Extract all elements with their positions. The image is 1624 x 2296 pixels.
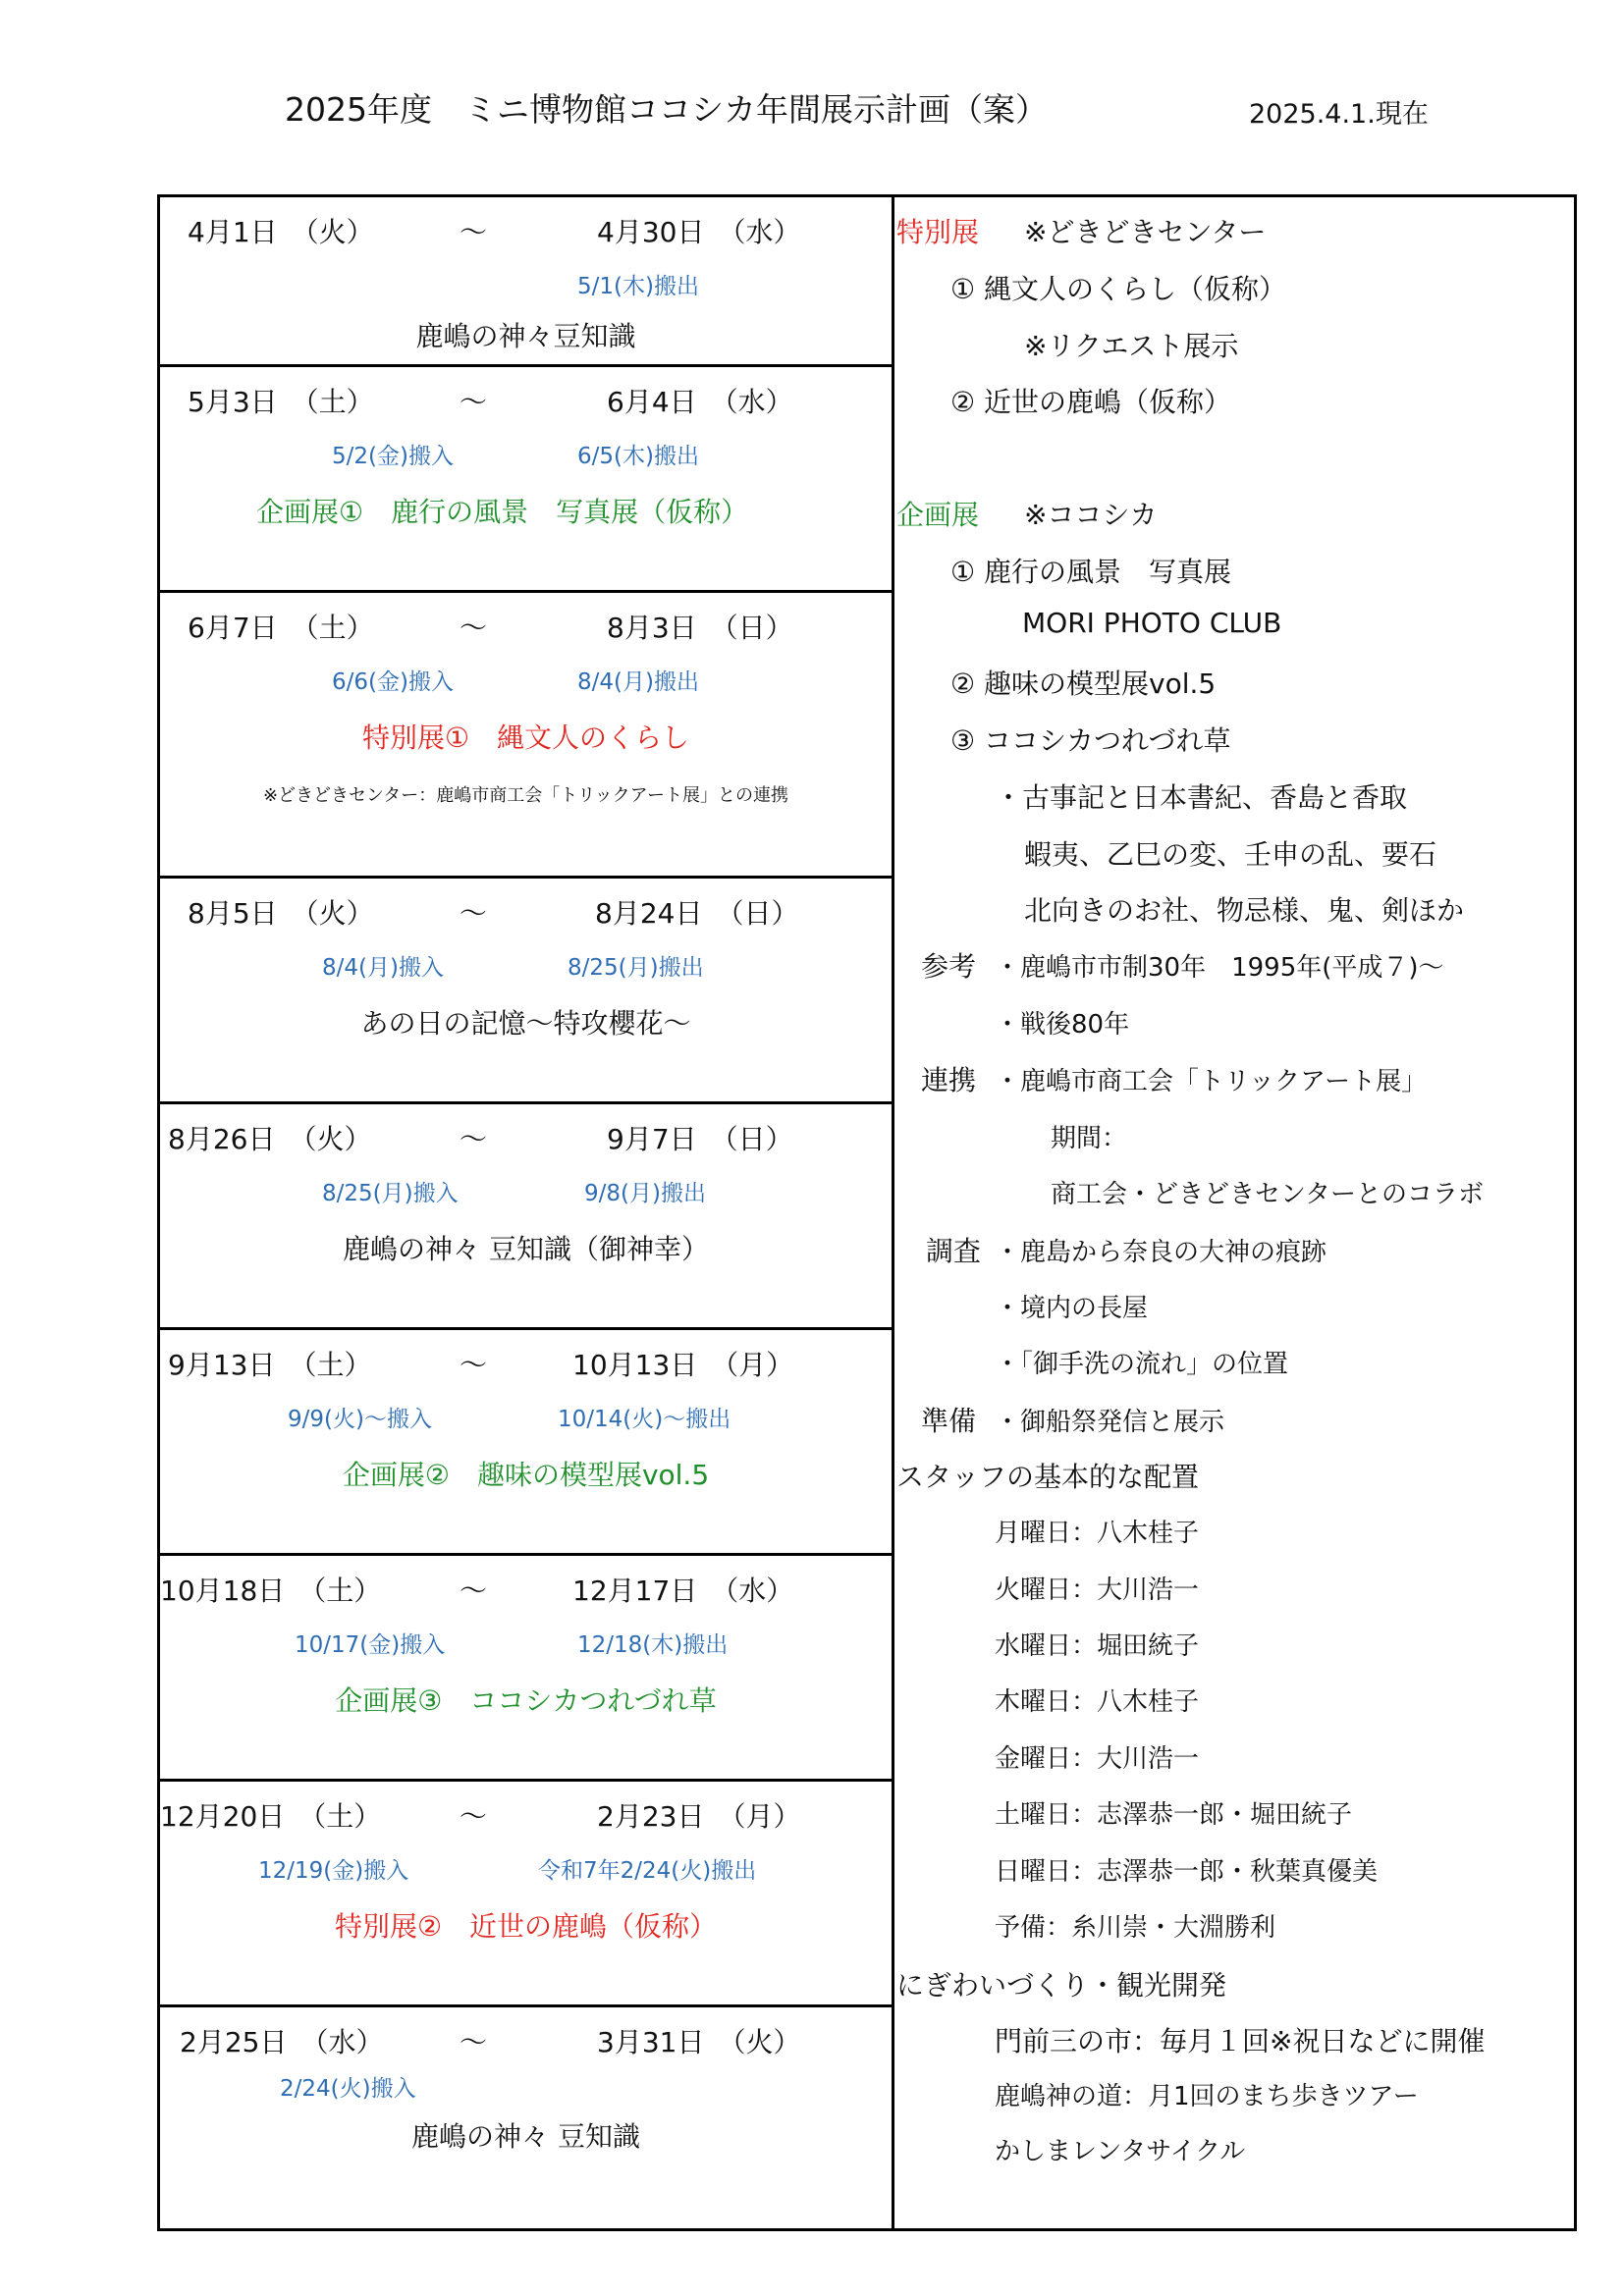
range-tilde: ～ <box>460 897 488 930</box>
schedule-row <box>160 879 892 1104</box>
exhibition-title: 特別展① 縄文人のくらし <box>361 721 690 754</box>
survey-label: 調査 <box>926 1235 982 1267</box>
planned-item: ② 趣味の模型展vol.5 <box>950 667 1217 700</box>
tourism-item: かしまレンタサイクル <box>995 2137 1246 2166</box>
preparation-item: ・御船祭発信と展示 <box>995 1408 1225 1437</box>
end-date: 4月30日 （水） <box>597 216 801 248</box>
start-date: 4月1日 （火） <box>188 216 374 248</box>
staff-entry: 金曜日：大川浩一 <box>995 1744 1200 1774</box>
special-exhibition-venue: ※どきどきセンター <box>1024 216 1267 248</box>
move-out-date: 令和7年2/24(火)搬出 <box>538 1858 757 1884</box>
move-in-date: 10/17(金)搬入 <box>295 1632 446 1658</box>
range-tilde: ～ <box>460 386 488 418</box>
exhibition-title: あの日の記憶～特攻櫻花～ <box>360 1007 691 1040</box>
end-date: 10月13日 （月） <box>572 1349 794 1381</box>
page-title: 2025年度 ミニ博物館ココシカ年間展示計画（案） <box>285 90 1048 129</box>
schedule-row <box>160 1104 892 1330</box>
staff-entry: 木曜日：八木桂子 <box>995 1687 1200 1717</box>
end-date: 12月17日 （水） <box>572 1575 794 1607</box>
exhibition-title: 特別展② 近世の鹿嶋（仮称） <box>334 1910 718 1943</box>
exhibition-title: 鹿嶋の神々 豆知識（御神幸） <box>343 1233 709 1265</box>
move-out-date: 8/4(月)搬出 <box>577 669 699 695</box>
tourism-item: 門前三の市：毎月１回※祝日などに開催 <box>995 2025 1486 2057</box>
schedule-row <box>160 367 892 593</box>
move-in-date: 2/24(火)搬入 <box>280 2076 416 2102</box>
exhibition-note: ※どきどきセンター：鹿嶋市商工会「トリックアート展」との連携 <box>262 785 789 806</box>
special-exhibition-label: 特別展 <box>896 216 980 248</box>
staff-entry: 月曜日：八木桂子 <box>995 1519 1200 1548</box>
schedule-row <box>160 197 892 367</box>
exhibition-title: 企画展② 趣味の模型展vol.5 <box>342 1459 710 1491</box>
end-date: 8月3日 （日） <box>607 612 793 644</box>
collaboration-note: 商工会・どきどきセンターとのコラボ <box>1051 1180 1484 1209</box>
exhibition-title: 企画展③ ココシカつれづれ草 <box>335 1684 717 1717</box>
survey-item: ・「御手洗の流れ」の位置 <box>995 1350 1289 1379</box>
start-date: 12月20日 （土） <box>160 1800 382 1833</box>
move-out-date: 8/25(月)搬出 <box>568 955 704 981</box>
tourism-item: 鹿嶋神の道：月1回のまち歩きツアー <box>995 2082 1419 2111</box>
start-date: 8月26日 （火） <box>168 1123 372 1155</box>
staff-entry: 予備：糸川崇・大淵勝利 <box>995 1913 1276 1943</box>
planned-exhibition-label: 企画展 <box>896 499 980 531</box>
staff-heading: スタッフの基本的な配置 <box>896 1461 1200 1493</box>
start-date: 10月18日 （土） <box>160 1575 382 1607</box>
preparation-label: 準備 <box>921 1405 977 1437</box>
move-in-date: 5/2(金)搬入 <box>332 444 454 469</box>
move-in-date: 6/6(金)搬入 <box>332 669 454 695</box>
move-out-date: 12/18(木)搬出 <box>577 1632 729 1658</box>
exhibition-title: 鹿嶋の神々 豆知識 <box>411 2120 640 2153</box>
range-tilde: ～ <box>460 1123 488 1155</box>
range-tilde: ～ <box>460 216 488 248</box>
staff-entry: 火曜日：大川浩一 <box>995 1575 1200 1605</box>
staff-entry: 日曜日：志澤恭一郎・秋葉真優美 <box>995 1857 1379 1887</box>
schedule-row <box>160 1330 892 1556</box>
end-date: 3月31日 （火） <box>597 2026 801 2058</box>
survey-item: ・境内の長屋 <box>995 1294 1149 1323</box>
range-tilde: ～ <box>460 2026 488 2058</box>
end-date: 9月7日 （日） <box>607 1123 793 1155</box>
schedule-row <box>160 593 892 879</box>
end-date: 8月24日 （日） <box>595 897 799 930</box>
start-date: 2月25日 （水） <box>180 2026 384 2058</box>
move-in-date: 12/19(金)搬入 <box>258 1858 409 1884</box>
exhibition-title: 鹿嶋の神々豆知識 <box>415 320 636 352</box>
end-date: 6月4日 （水） <box>607 386 793 418</box>
planned-exhibition-venue: ※ココシカ <box>1024 499 1158 531</box>
topic-line: 蝦夷、乙巳の変、壬申の乱、要石 <box>1024 838 1437 871</box>
move-out-date: 6/5(木)搬出 <box>577 444 699 469</box>
move-in-date: 9/9(火)～搬入 <box>288 1407 432 1432</box>
schedule-row <box>160 1782 892 2007</box>
end-date: 2月23日 （月） <box>597 1800 801 1833</box>
move-in-date: 8/25(月)搬入 <box>322 1181 459 1206</box>
special-item: ① 縄文人のくらし（仮称） <box>950 273 1287 305</box>
start-date: 6月7日 （土） <box>188 612 374 644</box>
start-date: 9月13日 （土） <box>168 1349 372 1381</box>
reference-item: ・戦後80年 <box>995 1010 1130 1040</box>
staff-entry: 水曜日：堀田統子 <box>995 1631 1200 1661</box>
as-of-date: 2025.4.1.現在 <box>1249 99 1429 130</box>
range-tilde: ～ <box>460 1575 488 1607</box>
schedule-row <box>160 1556 892 1782</box>
collaboration-label: 連携 <box>921 1064 977 1096</box>
collaboration-period: 期間： <box>1051 1124 1128 1153</box>
column-divider <box>892 197 894 2228</box>
start-date: 8月5日 （火） <box>188 897 374 930</box>
special-item-note: ※リクエスト展示 <box>1024 330 1239 362</box>
collaboration-item: ・鹿嶋市商工会「トリックアート展」 <box>995 1067 1428 1096</box>
topic-line: ・古事記と日本書紀、香島と香取 <box>995 781 1408 814</box>
planned-item-note: MORI PHOTO CLUB <box>1022 607 1282 639</box>
range-tilde: ～ <box>460 612 488 644</box>
survey-item: ・鹿島から奈良の大神の痕跡 <box>995 1238 1327 1267</box>
special-item: ② 近世の鹿嶋（仮称） <box>950 386 1232 418</box>
schedule-table <box>157 194 1577 2231</box>
topic-line: 北向きのお社、物忌様、鬼、剣ほか <box>1024 894 1465 927</box>
planned-item: ③ ココシカつれづれ草 <box>950 724 1231 757</box>
start-date: 5月3日 （土） <box>188 386 374 418</box>
move-in-date: 8/4(月)搬入 <box>322 955 444 981</box>
range-tilde: ～ <box>460 1800 488 1833</box>
planned-item: ① 鹿行の風景 写真展 <box>950 556 1232 588</box>
move-out-date: 9/8(月)搬出 <box>584 1181 706 1206</box>
move-out-date: 10/14(火)～搬出 <box>558 1407 731 1432</box>
tourism-heading: にぎわいづくり・観光開発 <box>896 1969 1227 2002</box>
reference-item: ・鹿嶋市市制30年 1995年(平成７)～ <box>995 953 1444 983</box>
range-tilde: ～ <box>460 1349 488 1381</box>
reference-label: 参考 <box>921 950 977 983</box>
schedule-row <box>160 2007 892 2231</box>
move-out-date: 5/1(木)搬出 <box>577 274 699 299</box>
staff-entry: 土曜日：志澤恭一郎・堀田統子 <box>995 1800 1353 1830</box>
exhibition-title: 企画展① 鹿行の風景 写真展（仮称） <box>256 496 749 528</box>
